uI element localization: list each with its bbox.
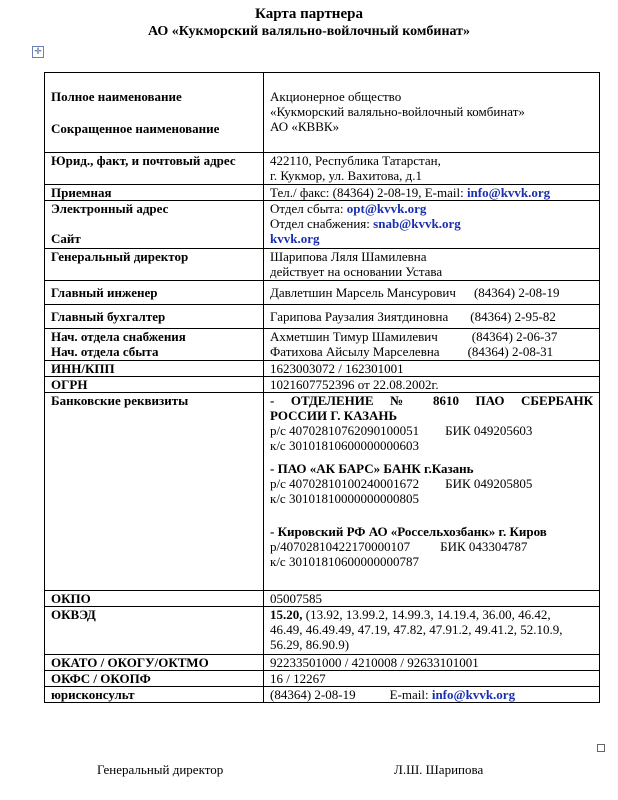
- table-row: [45, 393, 600, 591]
- row-label: ОКВЭД: [45, 607, 264, 655]
- row-label: ОКАТО / ОКОГУ/ОКТМО: [45, 655, 264, 671]
- document-title: Карта партнера: [255, 6, 363, 22]
- table-row: [45, 687, 600, 703]
- table-row: [45, 591, 600, 607]
- table-row: [45, 671, 600, 687]
- row-value: Давлетшин Марсель Мансурович (84364) 2-08-19: [264, 281, 600, 305]
- row-value: 1021607752396 от 22.08.2002г.: [264, 377, 600, 393]
- row-value: Ахметшин Тимур Шамилевич (84364) 2-06-37 Фатихова Айсылу Марселевна (84364) 2-08-31: [264, 329, 600, 361]
- table-row: [45, 201, 600, 249]
- row-label: Банковские реквизиты: [45, 393, 264, 591]
- row-label: Генеральный директор: [45, 249, 264, 281]
- row-label: Главный бухгалтер: [45, 305, 264, 329]
- row-value: Акционерное общество «Кукморский валяльно-войлочный комбинат» АО «КВВК»: [264, 73, 600, 153]
- row-value: - ОТДЕЛЕНИЕ № 8610 ПАО СБЕРБАНК РОССИИ Г. КАЗАНЬ р/с 40702810762090100051 БИК 049205603 к/с 30101810600000000603 - ПАО «АК БАРС» БАНК г.Казань р/с 40702810100240001672 БИК 049205805 к/с 30101810000000000805 - Кировский РФ АО «Россельхозбанк» г. Киров р/40702810422170000107 БИК 043304787 к/с 30101810600000000787: [264, 393, 600, 591]
- site-link[interactable]: kvvk.org: [270, 231, 320, 246]
- footer-signature: Л.Ш. Шарипова: [394, 762, 484, 777]
- row-label: Электронный адрес Сайт: [45, 201, 264, 249]
- table-row: [45, 607, 600, 655]
- table-row: [45, 655, 600, 671]
- row-label: Приемная: [45, 185, 264, 201]
- row-value: Отдел сбыта: opt@kvvk.org Отдел снабжения: snab@kvvk.org kvvk.org: [264, 201, 600, 249]
- email-link[interactable]: info@kvvk.org: [466, 185, 551, 200]
- row-value: 92233501000 / 4210008 / 92633101001: [264, 655, 600, 671]
- row-label: юрисконсульт: [45, 687, 264, 703]
- table-row: [45, 361, 600, 377]
- row-value: Шарипова Ляля Шамилевна действует на основании Устава: [264, 249, 600, 281]
- row-value: 05007585: [264, 591, 600, 607]
- row-label: Юрид., факт, и почтовый адрес: [45, 153, 264, 185]
- row-label: ОКФС / ОКОПФ: [45, 671, 264, 687]
- partner-card-table: [44, 72, 600, 703]
- table-row: [45, 185, 600, 201]
- table-row: [45, 329, 600, 361]
- table-row: [45, 305, 600, 329]
- row-label: ИНН/КПП: [45, 361, 264, 377]
- row-label: ОКПО: [45, 591, 264, 607]
- row-value: 1623003072 / 162301001: [264, 361, 600, 377]
- table-row: [45, 281, 600, 305]
- footer-position: Генеральный директор: [97, 762, 224, 777]
- row-label: Нач. отдела снабжения Нач. отдела сбыта: [45, 329, 264, 361]
- row-value: 15.20, (13.92, 13.99.2, 14.99.3, 14.19.4, 36.00, 46.42, 46.49, 46.49.49, 47.19, 47.82, 47.91.2, 49.41.2, 52.10.9, 56.29, 86.90.9): [264, 607, 600, 655]
- table-row: [45, 73, 600, 153]
- row-label: ОГРН: [45, 377, 264, 393]
- row-value: 422110, Республика Татарстан, г. Кукмор, ул. Вахитова, д.1: [264, 153, 600, 185]
- row-label: Главный инженер: [45, 281, 264, 305]
- row-value: (84364) 2-08-19 E-mail: info@kvvk.org: [264, 687, 600, 703]
- email-link[interactable]: info@kvvk.org: [431, 687, 516, 702]
- row-label: Полное наименование Сокращенное наименование: [45, 73, 264, 153]
- table-resize-handle[interactable]: [597, 744, 605, 752]
- row-value: Тел./ факс: (84364) 2-08-19, E-mail: info@kvvk.org: [264, 185, 600, 201]
- sales-email-link[interactable]: opt@kvvk.org: [346, 201, 427, 216]
- supply-email-link[interactable]: snab@kvvk.org: [373, 216, 461, 231]
- table-move-handle-icon[interactable]: ✛: [32, 46, 44, 58]
- row-value: Гарипова Раузалия Зиятдиновна (84364) 2-95-82: [264, 305, 600, 329]
- document-subtitle: АО «Кукморский валяльно-войлочный комбинат»: [147, 24, 471, 39]
- table-row: [45, 377, 600, 393]
- row-value: 16 / 12267: [264, 671, 600, 687]
- table-row: [45, 249, 600, 281]
- table-row: [45, 153, 600, 185]
